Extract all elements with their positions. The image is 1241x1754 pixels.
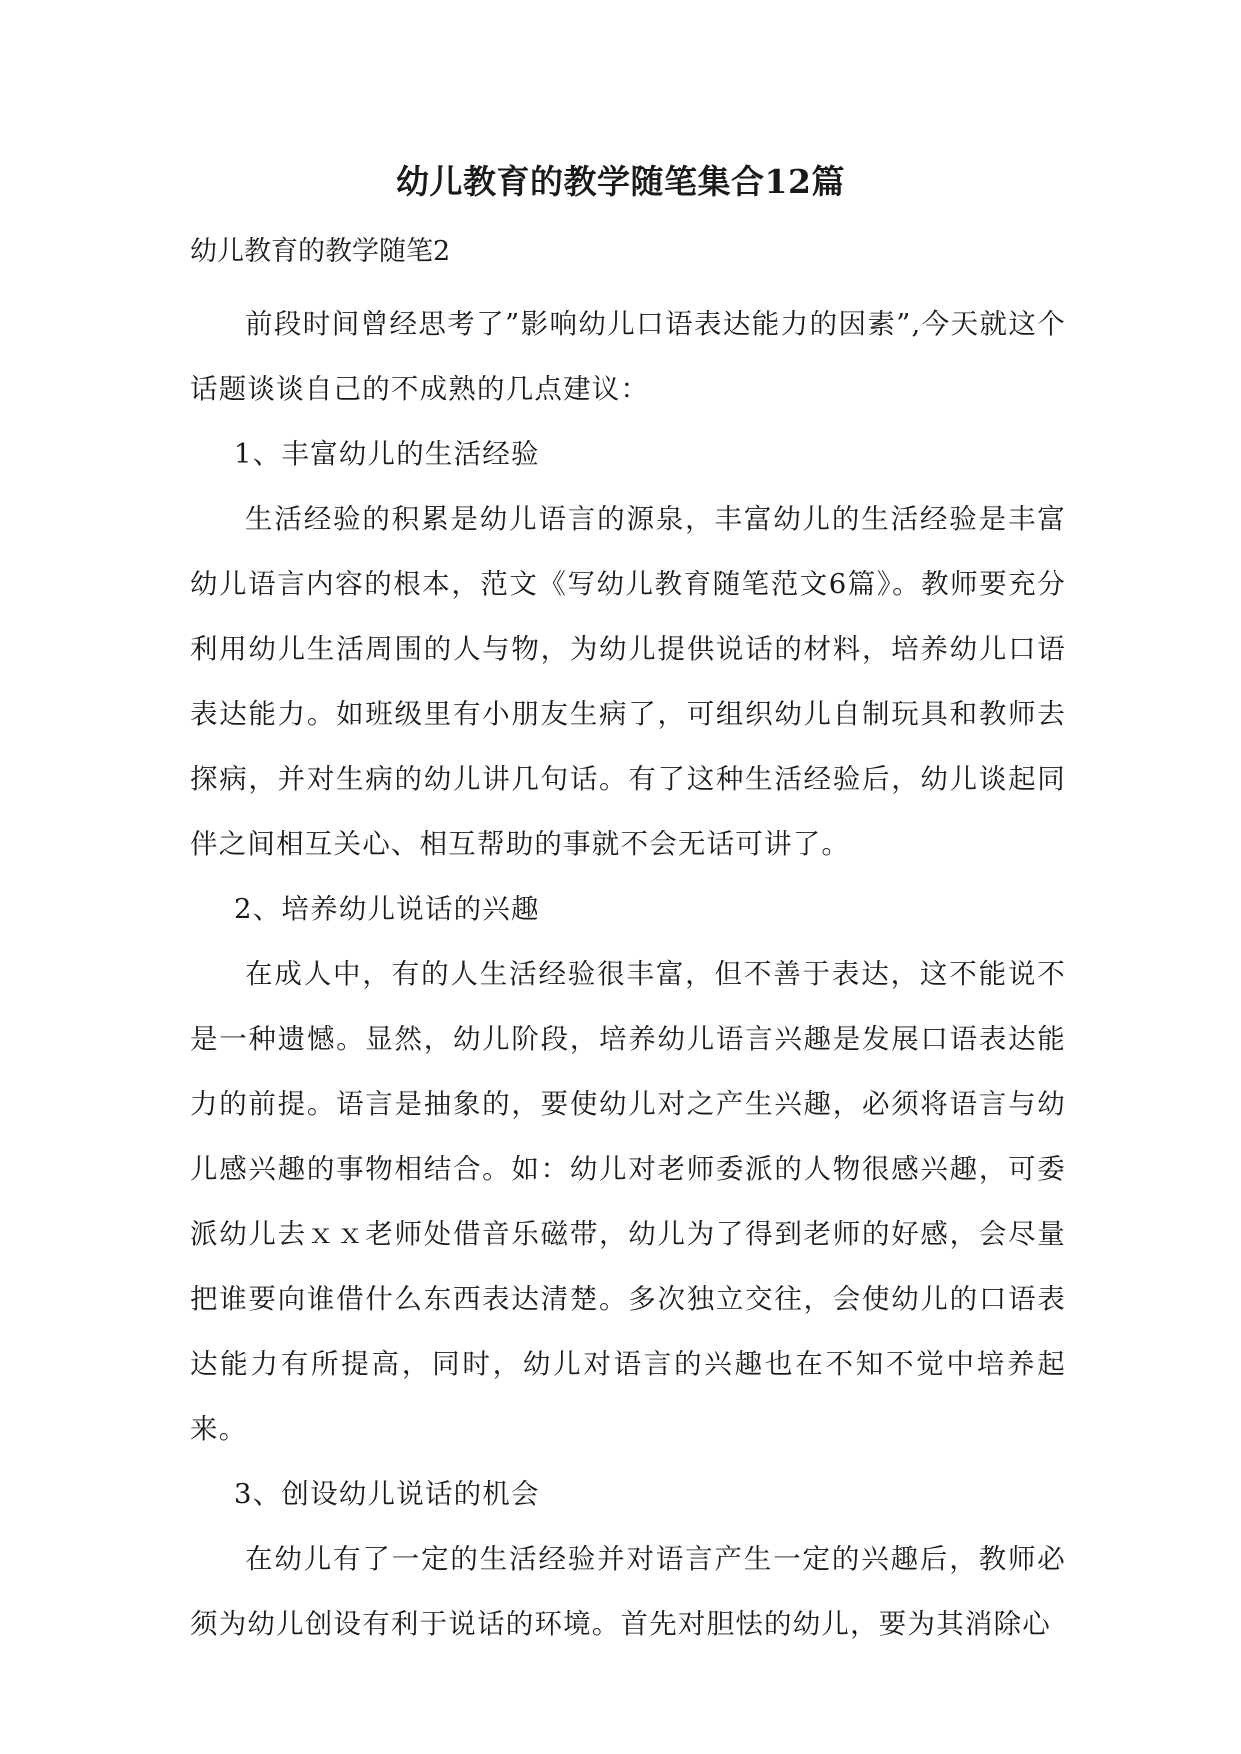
- document-body: [190, 292, 1066, 1657]
- paragraph-2: 在成人中，有的人生活经验很丰富，但不善于表达，这不能说不是一种遗憾。显然，幼儿阶段，培养幼儿语言兴趣是发展口语表达能力的前提。语言是抽象的，要使幼儿对之产生兴趣，必须将语言与幼儿感兴趣的事物相结合。如：幼儿对老师委派的人物很感兴趣，可委派幼儿去ｘｘ老师处借音乐磁带，幼儿为了得到老师的好感，会尽量把谁要向谁借什么东西表达清楚。多次独立交往，会使幼儿的口语表达能力有所提高，同时，幼儿对语言的兴趣也在不知不觉中培养起来。: [190, 958, 1066, 1445]
- document-title: 幼儿教育的教学随笔集合12篇: [396, 162, 845, 201]
- paragraph-3: 在幼儿有了一定的生活经验并对语言产生一定的兴趣后，教师必须为幼儿创设有利于说话的环境。首先对胆怯的幼儿，要为其消除心: [190, 1543, 1066, 1640]
- section-heading-2: 2、培养幼儿说话的兴趣: [234, 893, 540, 925]
- paragraph-1: 生活经验的积累是幼儿语言的源泉，丰富幼儿的生活经验是丰富幼儿语言内容的根本，范文《写幼儿教育随笔范文6篇》。教师要充分利用幼儿生活周围的人与物，为幼儿提供说话的材料，培养幼儿口语表达能力。如班级里有小朋友生病了，可组织幼儿自制玩具和教师去探病，并对生病的幼儿讲几句话。有了这种生活经验后，幼儿谈起同伴之间相互关心、相互帮助的事就不会无话可讲了。: [190, 503, 1066, 860]
- document-subtitle: 幼儿教育的教学随笔2: [190, 236, 451, 267]
- section-heading-3: 3、创设幼儿说话的机会: [234, 1478, 540, 1510]
- paragraph-intro: 前段时间曾经思考了”影响幼儿口语表达能力的因素”,今天就这个话题谈谈自己的不成熟的几点建议：: [190, 308, 1066, 405]
- section-heading-1: 1、丰富幼儿的生活经验: [234, 438, 540, 470]
